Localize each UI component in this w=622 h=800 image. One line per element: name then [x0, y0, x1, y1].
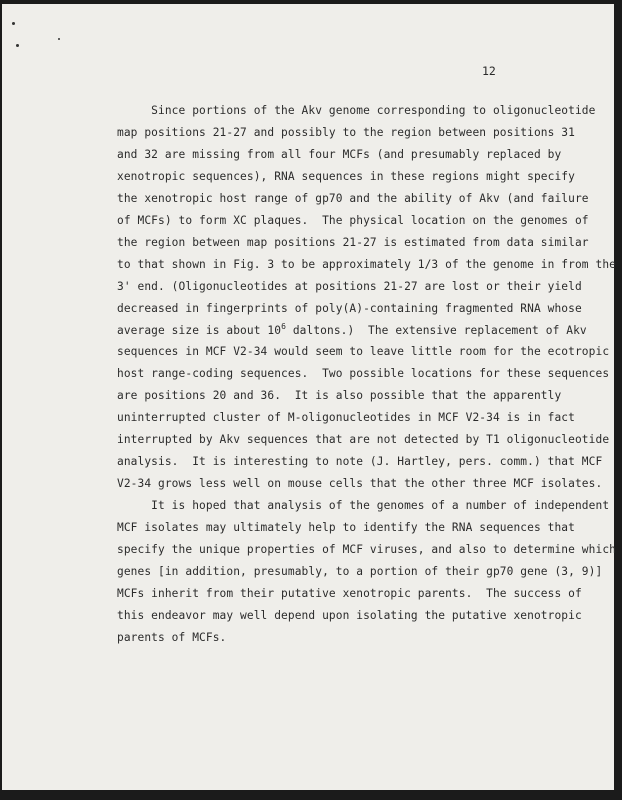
text-line: V2-34 grows less well on mouse cells that the other three MCF isolates. [117, 477, 603, 491]
text-line: genes [in addition, presumably, to a portion of their gp70 gene (3, 9)] [117, 565, 603, 579]
text-line: xenotropic sequences), RNA sequences in these regions might specify [117, 169, 575, 183]
scan-speck [12, 22, 15, 25]
text-line: host range-coding sequences. Two possible locations for these sequences [117, 367, 610, 381]
text-line: MCF isolates may ultimately help to identify the RNA sequences that [117, 521, 575, 535]
text-line: this endeavor may well depend upon isolating the putative xenotropic [117, 608, 582, 622]
text-line: uninterrupted cluster of M-oligonucleotides in MCF V2-34 is in fact [117, 411, 575, 425]
text-line: interrupted by Akv sequences that are not detected by T1 oligonucleotide [117, 433, 610, 447]
text-line: decreased in fingerprints of poly(A)-containing fragmented RNA whose [117, 301, 582, 315]
text-line: the xenotropic host range of gp70 and the ability of Akv (and failure [117, 191, 589, 205]
body-text [117, 100, 616, 649]
text-after-superscript: daltons.) The extensive replacement of Akv [285, 323, 587, 337]
text-line: to that shown in Fig. 3 to be approximately 1/3 of the genome in from the [117, 257, 616, 271]
text-line: parents of MCFs. [117, 630, 227, 644]
document-page [2, 4, 614, 790]
text-line: map positions 21-27 and possibly to the region between positions 31 [117, 125, 575, 139]
text-line-superscript [117, 320, 587, 342]
text-line: It is hoped that analysis of the genomes of a number of independent [117, 499, 610, 513]
text-line: analysis. It is interesting to note (J. Hartley, pers. comm.) that MCF [117, 455, 603, 469]
text-line: Since portions of the Akv genome corresponding to oligonucleotide [117, 104, 596, 117]
text-line: MCFs inherit from their putative xenotropic parents. The success of [117, 586, 582, 600]
text-line: of MCFs) to form XC plaques. The physical location on the genomes of [117, 213, 589, 227]
text-line: are positions 20 and 36. It is also possible that the apparently [117, 389, 562, 403]
scan-speck [58, 38, 60, 40]
text-before-superscript: average size is about 10 [117, 323, 282, 337]
text-line: the region between map positions 21-27 is estimated from data similar [117, 235, 589, 249]
text-line: and 32 are missing from all four MCFs (and presumably replaced by [117, 147, 562, 161]
page-number: 12 [482, 64, 496, 78]
text-line: sequences in MCF V2-34 would seem to leave little room for the ecotropic [117, 345, 610, 359]
text-line: specify the unique properties of MCF viruses, and also to determine which [117, 543, 616, 557]
text-line: 3' end. (Oligonucleotides at positions 21-27 are lost or their yield [117, 279, 582, 293]
superscript-exponent: 6 [281, 321, 286, 331]
scan-speck [16, 44, 19, 47]
